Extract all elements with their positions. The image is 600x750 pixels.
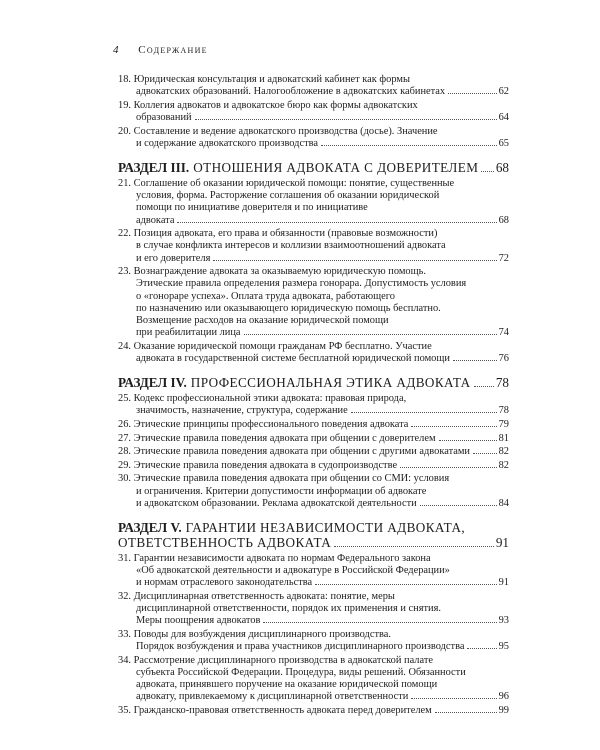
toc-entry-line bbox=[118, 240, 509, 252]
toc-page-number: 79 bbox=[498, 419, 509, 431]
toc-page-number: 78 bbox=[495, 375, 509, 391]
toc-entry-text: 32. Дисциплинарная ответственность адвоката: понятие, меры bbox=[118, 591, 395, 602]
section-label: РАЗДЕЛ III. bbox=[118, 160, 190, 175]
toc-entry-text: 27. Этические правила поведения адвоката при общении с доверителем bbox=[118, 432, 436, 444]
dot-leader bbox=[400, 467, 497, 468]
toc-entry-line bbox=[118, 202, 509, 214]
toc-entry-line bbox=[118, 498, 509, 510]
toc-page-number: 93 bbox=[498, 615, 509, 627]
toc-entry-line bbox=[118, 641, 509, 653]
toc-entry-line bbox=[118, 486, 509, 498]
toc-page-number: 91 bbox=[495, 535, 509, 550]
dot-leader bbox=[315, 584, 496, 585]
dot-leader bbox=[481, 171, 493, 172]
toc-page-number: 99 bbox=[498, 705, 509, 716]
toc-page-number: 91 bbox=[498, 577, 509, 589]
toc-section-line bbox=[118, 375, 509, 390]
dot-leader bbox=[177, 222, 496, 223]
toc-page-number: 68 bbox=[495, 160, 509, 175]
dot-leader bbox=[411, 426, 496, 427]
toc-entry bbox=[118, 705, 509, 717]
toc-entry-line bbox=[118, 353, 509, 365]
toc-entry bbox=[118, 629, 509, 653]
toc-entry-text: субъекта Российской Федерации. Процедура, виды решений. Обязанности bbox=[136, 667, 466, 678]
toc-page-number: 84 bbox=[498, 497, 509, 509]
dot-leader bbox=[334, 546, 494, 547]
toc-entry-line bbox=[118, 291, 509, 303]
page-number: 4 bbox=[113, 44, 119, 56]
toc-page-number: 78 bbox=[498, 405, 509, 417]
toc-entry-text: «Об адвокатской деятельности и адвокатуре в Российской Федерации» bbox=[136, 565, 450, 577]
toc-entry-text: по назначению или оказывающего юридическую помощь бесплатно. bbox=[136, 302, 441, 314]
toc-entry-line bbox=[118, 138, 509, 150]
toc-entry-text: в случае конфликта интересов и коллизии взаимоотношений адвоката bbox=[136, 240, 446, 252]
toc-page-number: 65 bbox=[498, 137, 509, 149]
section-title: ГАРАНТИИ НЕЗАВИСИМОСТИ АДВОКАТА, bbox=[185, 520, 466, 535]
toc-entry-line bbox=[118, 327, 509, 339]
toc-entry-line bbox=[118, 74, 509, 86]
toc-entry-line bbox=[118, 679, 509, 691]
toc-entry bbox=[118, 178, 509, 227]
toc-page-number: 68 bbox=[498, 214, 509, 226]
toc-entry-line bbox=[118, 577, 509, 589]
dot-leader bbox=[411, 698, 496, 699]
section-label: РАЗДЕЛ IV. bbox=[118, 375, 187, 391]
toc-entry bbox=[118, 228, 509, 265]
toc-entry-line bbox=[118, 553, 509, 565]
toc-entry-text: Этические правила определения размера гонорара. Допустимость условия bbox=[136, 278, 467, 290]
toc-page-number: 82 bbox=[498, 446, 509, 458]
toc-section-heading bbox=[118, 375, 509, 390]
toc-entry-text: 18. Юридическая консультация и адвокатский кабинет как формы bbox=[118, 74, 410, 85]
toc-entry bbox=[118, 393, 509, 417]
dot-leader bbox=[263, 622, 496, 623]
dot-leader bbox=[467, 648, 496, 649]
toc-entry-text: условия, форма. Расторжение соглашения об оказании юридической bbox=[136, 190, 440, 202]
toc-entry-line bbox=[118, 565, 509, 577]
dot-leader bbox=[473, 453, 497, 454]
toc-entry-text: и содержание адвокатского производства bbox=[136, 137, 319, 149]
toc-entry bbox=[118, 74, 509, 98]
toc-entry-line bbox=[118, 446, 509, 458]
toc-entry-line bbox=[118, 460, 509, 472]
toc-section-line bbox=[118, 535, 509, 550]
toc-entry bbox=[118, 341, 509, 365]
toc-entry-text: 26. Этические принципы профессионального поведения адвоката bbox=[118, 419, 409, 431]
toc-entry-text: 28. Этические правила поведения адвоката при общении с другими адвокатами bbox=[118, 446, 470, 458]
dot-leader bbox=[244, 334, 497, 335]
dot-leader bbox=[195, 119, 497, 120]
toc-entry-text: адвокатских образований. Налогообложение в адвокатских кабинетах bbox=[136, 86, 446, 98]
toc-entry-line bbox=[118, 315, 509, 327]
toc-entry-line bbox=[118, 278, 509, 290]
toc-entry-line bbox=[118, 473, 509, 485]
toc-entry-text: 19. Коллегия адвокатов и адвокатское бюро как формы адвокатских bbox=[118, 99, 418, 111]
toc-section-heading bbox=[118, 160, 509, 175]
dot-leader bbox=[351, 412, 497, 413]
section-title: ОТВЕТСТВЕННОСТЬ АДВОКАТА bbox=[118, 535, 332, 550]
toc-entry bbox=[118, 100, 509, 124]
toc-entry-line bbox=[118, 253, 509, 265]
toc-entry-line bbox=[118, 433, 509, 445]
toc-entry bbox=[118, 655, 509, 704]
toc-entry-line bbox=[118, 419, 509, 431]
toc-entry-text: адвоката в государственной системе бесплатной юридической помощи bbox=[136, 353, 450, 365]
toc-page-number: 62 bbox=[498, 86, 509, 98]
toc-entry bbox=[118, 460, 509, 472]
toc-entry-line bbox=[118, 393, 509, 405]
toc-entry-text: и адвокатском образовании. Реклама адвокатской деятельности bbox=[136, 497, 417, 509]
toc-entry-line bbox=[118, 705, 509, 717]
toc-entry-line bbox=[118, 303, 509, 315]
toc-entry-text: 34. Рассмотрение дисциплинарного производства в адвокатской палате bbox=[118, 654, 433, 666]
toc-entry-line bbox=[118, 691, 509, 703]
toc-entry-line bbox=[118, 667, 509, 679]
dot-leader bbox=[474, 386, 494, 387]
toc-entry-line bbox=[118, 655, 509, 667]
toc-entry-text: при реабилитации лица bbox=[136, 327, 241, 339]
toc-entry-line bbox=[118, 629, 509, 641]
toc-entry-text: адвоката, принявшего поручение на оказание юридической помощи bbox=[136, 679, 438, 691]
toc-entry-text: 21. Соглашение об оказании юридической помощи: понятие, существенные bbox=[118, 178, 455, 189]
toc-entry-line bbox=[118, 126, 509, 138]
toc-entry bbox=[118, 473, 509, 510]
toc-entry-line bbox=[118, 112, 509, 124]
toc-entry-line bbox=[118, 86, 509, 98]
toc-entry bbox=[118, 446, 509, 458]
toc-page-number: 74 bbox=[498, 327, 509, 339]
toc-entry-text: 24. Оказание юридической помощи гражданам РФ бесплатно. Участие bbox=[118, 340, 432, 352]
toc-entry-line bbox=[118, 178, 509, 190]
toc-entry-line bbox=[118, 405, 509, 417]
toc-entry bbox=[118, 126, 509, 150]
toc-entry bbox=[118, 419, 509, 431]
toc-entry-text: значимость, назначение, структура, содержание bbox=[136, 405, 348, 417]
toc-entry bbox=[118, 266, 509, 339]
toc-entry-text: адвоката bbox=[136, 214, 175, 226]
toc-entry-line bbox=[118, 341, 509, 353]
dot-leader bbox=[213, 260, 496, 261]
toc-entry-line bbox=[118, 591, 509, 603]
toc-entry-text: о «гонораре успеха». Оплата труда адвоката, работающего bbox=[136, 290, 395, 302]
toc-entry-text: 33. Поводы для возбуждения дисциплинарного производства. bbox=[118, 629, 391, 640]
toc-entry-text: 23. Вознаграждение адвоката за оказываемую юридическую помощь. bbox=[118, 266, 426, 278]
running-head bbox=[113, 44, 208, 56]
toc-entry-text: 31. Гарантии независимости адвоката по нормам Федерального закона bbox=[118, 553, 431, 564]
dot-leader bbox=[435, 712, 497, 713]
toc-page-number: 95 bbox=[498, 641, 509, 653]
toc-entry bbox=[118, 433, 509, 445]
table-of-contents bbox=[118, 74, 509, 719]
toc-page-number: 64 bbox=[498, 112, 509, 123]
toc-entry-text: и ограничения. Критерии допустимости информации об адвокате bbox=[136, 485, 427, 497]
toc-entry-line bbox=[118, 190, 509, 202]
section-title: ПРОФЕССИОНАЛЬНАЯ ЭТИКА АДВОКАТА bbox=[190, 375, 471, 391]
toc-entry-text: 20. Составление и ведение адвокатского производства (досье). Значение bbox=[118, 125, 438, 137]
dot-leader bbox=[448, 93, 497, 94]
toc-entry-text: дисциплинарной ответственности, порядок их применения и снятия. bbox=[136, 603, 441, 615]
toc-entry-text: Меры поощрения адвокатов bbox=[136, 615, 261, 627]
dot-leader bbox=[439, 440, 497, 441]
header-title: Содержание bbox=[138, 44, 208, 56]
toc-entry bbox=[118, 553, 509, 590]
toc-entry-text: 35. Гражданско-правовая ответственность адвоката перед доверителем bbox=[118, 705, 432, 716]
toc-section-line bbox=[118, 520, 509, 535]
toc-entry-text: 25. Кодекс профессиональной этики адвоката: правовая природа, bbox=[118, 393, 407, 405]
toc-entry-text: Возмещение расходов на оказание юридической помощи bbox=[136, 315, 389, 327]
toc-entry-text: помощи по инициативе доверителя и по инициативе bbox=[136, 202, 368, 214]
toc-entry-line bbox=[118, 228, 509, 240]
toc-entry bbox=[118, 591, 509, 628]
toc-entry-text: и его доверителя bbox=[136, 252, 211, 264]
section-title: ОТНОШЕНИЯ АДВОКАТА С ДОВЕРИТЕЛЕМ bbox=[193, 160, 479, 175]
dot-leader bbox=[453, 360, 497, 361]
toc-entry-line bbox=[118, 215, 509, 227]
toc-page-number: 76 bbox=[498, 353, 509, 365]
toc-entry-text: образований bbox=[136, 112, 192, 123]
toc-entry-text: и нормам отраслевого законодательства bbox=[136, 577, 313, 589]
toc-entry-text: Порядок возбуждения и права участников дисциплинарного производства bbox=[136, 641, 465, 653]
toc-section-line bbox=[118, 160, 509, 175]
dot-leader bbox=[420, 505, 497, 506]
toc-section-heading bbox=[118, 520, 509, 550]
toc-entry-text: 30. Этические правила поведения адвоката при общении со СМИ: условия bbox=[118, 473, 450, 485]
dot-leader bbox=[321, 145, 497, 146]
toc-entry-line bbox=[118, 603, 509, 615]
toc-page-number: 72 bbox=[498, 252, 509, 264]
toc-entry-text: 22. Позиция адвоката, его права и обязанности (правовые возможности) bbox=[118, 228, 438, 240]
toc-entry-text: 29. Этические правила поведения адвоката в судопроизводстве bbox=[118, 459, 398, 471]
toc-entry-text: адвокату, привлекаемому к дисциплинарной ответственности bbox=[136, 691, 409, 703]
toc-entry-line bbox=[118, 266, 509, 278]
toc-entry-line bbox=[118, 100, 509, 112]
toc-page-number: 82 bbox=[498, 459, 509, 471]
toc-entry-line bbox=[118, 615, 509, 627]
toc-page-number: 81 bbox=[498, 432, 509, 444]
toc-page-number: 96 bbox=[498, 691, 509, 703]
section-label: РАЗДЕЛ V. bbox=[118, 520, 182, 535]
